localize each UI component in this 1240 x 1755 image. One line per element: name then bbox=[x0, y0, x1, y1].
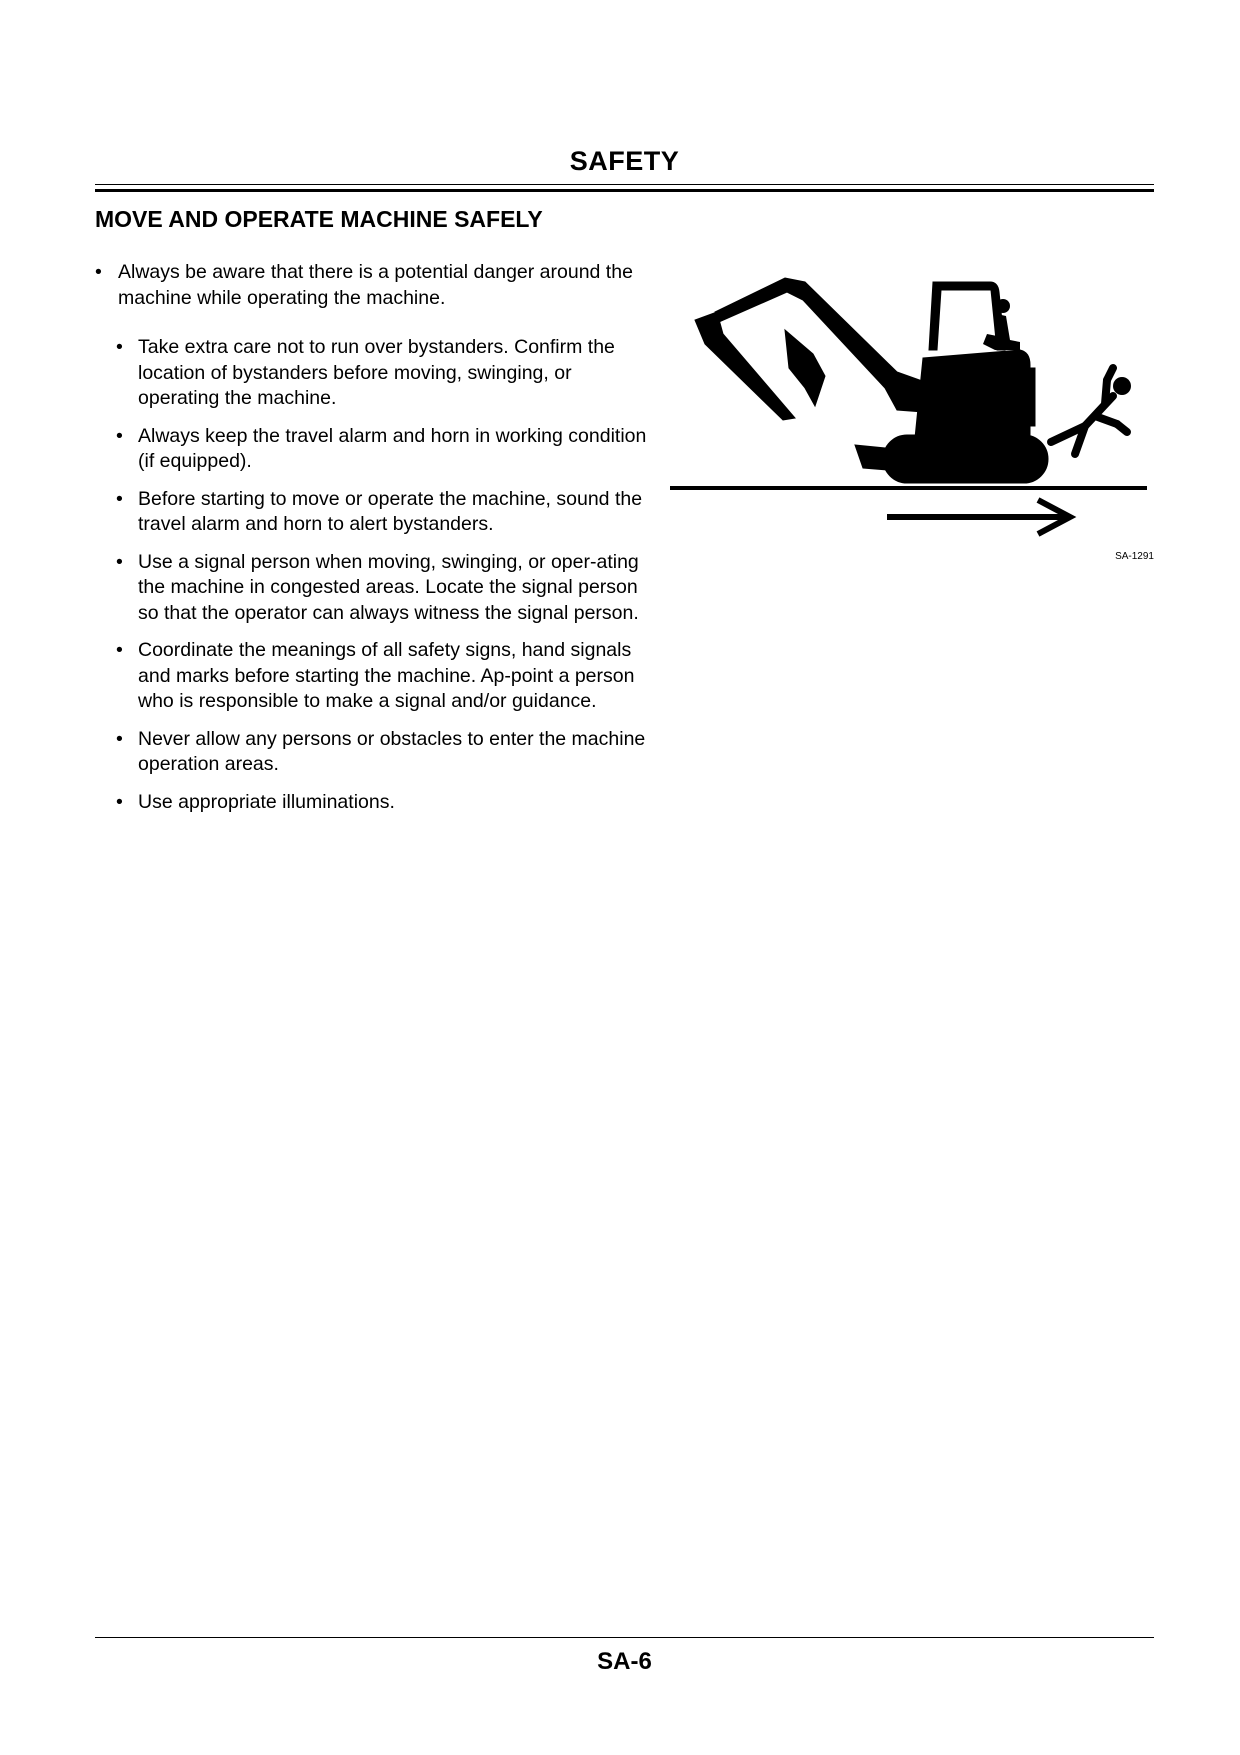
list-item bbox=[116, 638, 656, 715]
list-item bbox=[116, 790, 656, 816]
bullet-icon: • bbox=[116, 790, 123, 813]
page-number: SA-6 bbox=[597, 1648, 652, 1675]
direction-arrow-icon bbox=[887, 500, 1070, 534]
excavator-bystander-illustration bbox=[665, 270, 1155, 540]
header-rule-thick bbox=[95, 189, 1154, 192]
excavator-icon bbox=[695, 278, 1048, 483]
bullet-icon: • bbox=[95, 261, 102, 283]
list-item bbox=[116, 424, 656, 475]
header-rule-thin bbox=[95, 184, 1154, 185]
footer-rule bbox=[95, 1637, 1154, 1638]
bullet-icon: • bbox=[116, 727, 123, 750]
list-item bbox=[116, 487, 656, 538]
main-bullet bbox=[95, 260, 655, 311]
bullet-icon: • bbox=[116, 424, 123, 447]
list-item bbox=[116, 550, 656, 627]
list-item-text: Take extra care not to run over bystanders. Confirm the location of bystanders before moving, swinging, or operating the machine. bbox=[138, 336, 615, 409]
list-item-text: Before starting to move or operate the machine, sound the travel alarm and horn to alert bystanders. bbox=[138, 487, 643, 535]
list-item bbox=[116, 335, 656, 412]
list-item-text: Use a signal person when moving, swinging, or oper-ating the machine in congested areas. Locate the signal person so that the operator can always witness the signal person. bbox=[138, 550, 639, 624]
page-header-title: SAFETY bbox=[569, 146, 680, 176]
list-item-text: Never allow any persons or obstacles to enter the machine operation areas. bbox=[138, 727, 646, 775]
list-item-text: Always keep the travel alarm and horn in working condition (if equipped). bbox=[138, 424, 647, 472]
list-item-text: Use appropriate illuminations. bbox=[138, 790, 395, 813]
sub-bullet-list bbox=[116, 335, 656, 827]
section-title: MOVE AND OPERATE MACHINE SAFELY bbox=[95, 206, 543, 232]
bystander-icon bbox=[1051, 368, 1131, 454]
figure-label: SA-1291 bbox=[1115, 551, 1154, 562]
bullet-icon: • bbox=[116, 639, 123, 661]
bullet-icon: • bbox=[116, 487, 123, 510]
bullet-icon: • bbox=[116, 550, 123, 573]
list-item-text: Coordinate the meanings of all safety signs, hand signals and marks before starting the machine. Ap-point a person who is responsible to make a signal and/or guidance. bbox=[138, 639, 635, 712]
bullet-icon: • bbox=[116, 336, 123, 358]
main-bullet-text: Always be aware that there is a potential danger around the machine while operating the machine. bbox=[118, 261, 633, 309]
list-item bbox=[116, 727, 656, 778]
